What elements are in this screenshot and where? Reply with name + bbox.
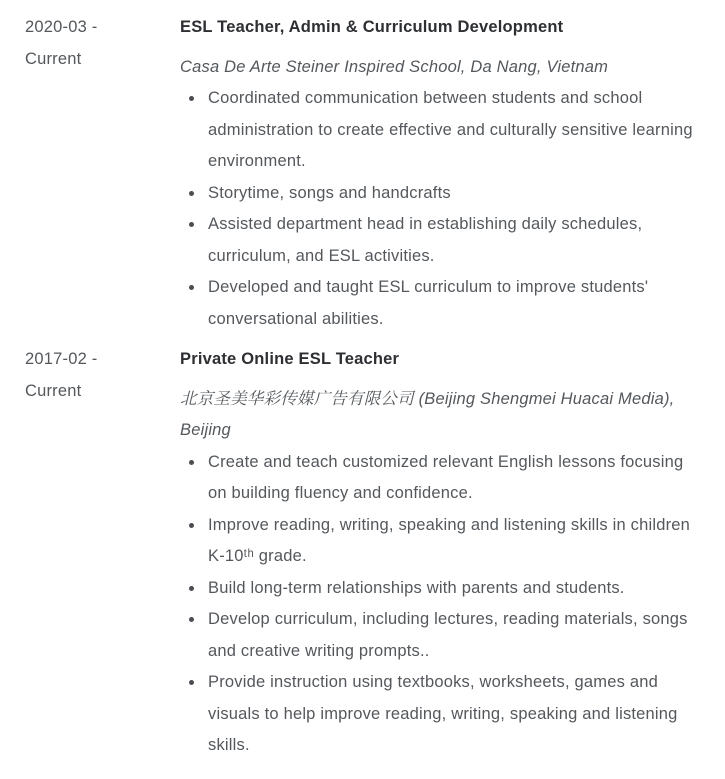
- bullet-item: Create and teach customized relevant English lessons focusing on building fluency and confidence.: [208, 447, 699, 510]
- date-end: Current: [25, 49, 82, 68]
- entry-date-range: [25, 344, 180, 407]
- bullet-item: Provide instruction using textbooks, worksheets, games and visuals to help improve reading, writing, speaking and listening skills.: [208, 667, 699, 762]
- date-start: 2020-03 -: [25, 18, 98, 36]
- experience-entry: [25, 12, 699, 335]
- entry-company: Casa De Arte Steiner Inspired School, Da Nang, Vietnam: [180, 57, 609, 76]
- bullet-item: Assisted department head in establishing daily schedules, curriculum, and ESL activities.: [208, 209, 699, 272]
- bullet-item: Storytime, songs and handcrafts: [208, 178, 699, 210]
- entry-date-range: [25, 12, 180, 75]
- bullet-item: Coordinated communication between students and school administration to create effective and culturally sensitive learning environment.: [208, 83, 699, 178]
- bullet-item: Develop curriculum, including lectures, reading materials, songs and creative writing prompts..: [208, 604, 699, 667]
- entry-title: Private Online ESL Teacher: [180, 350, 400, 368]
- bullet-list: [180, 83, 699, 335]
- experience-entry: [25, 344, 699, 762]
- date-end: Current: [25, 381, 82, 400]
- bullet-item: Developed and taught ESL curriculum to improve students' conversational abilities.: [208, 272, 699, 335]
- entry-content: [180, 344, 699, 762]
- entry-title: ESL Teacher, Admin & Curriculum Development: [180, 18, 564, 36]
- bullet-list: [180, 447, 699, 762]
- bullet-item: Improve reading, writing, speaking and listening skills in children K-10ᵗʰ grade.: [208, 510, 699, 573]
- entry-company: 北京圣美华彩传媒广告有限公司 (Beijing Shengmei Huacai Media), Beijing: [180, 389, 675, 439]
- date-start: 2017-02 -: [25, 350, 98, 368]
- bullet-item: Build long-term relationships with parents and students.: [208, 573, 699, 605]
- entry-content: [180, 12, 699, 335]
